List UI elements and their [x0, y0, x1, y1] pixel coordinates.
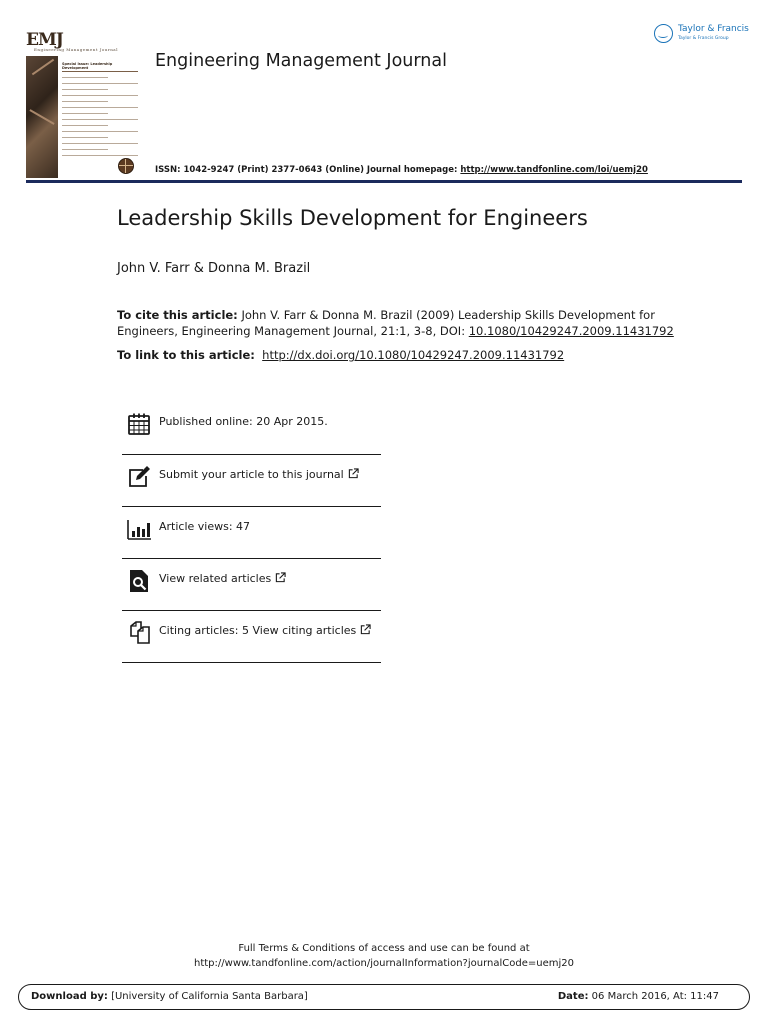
published-date: Published online: 20 Apr 2015. [159, 415, 328, 428]
download-by [31, 991, 308, 1002]
cover-photo [26, 56, 58, 178]
cover-logo [26, 30, 140, 54]
article-link-line [117, 348, 564, 362]
cover-logo-text: EMJ [26, 30, 63, 50]
article-views: Article views: 47 [159, 520, 251, 533]
issn-text: ISSN: 1042-9247 (Print) 2377-0643 (Online) Journal homepage: [155, 165, 461, 175]
search-document-icon [127, 569, 151, 593]
bar-chart-icon [127, 517, 151, 541]
terms-line-1: Full Terms & Conditions of access and use can be found at [238, 943, 530, 954]
related-articles-label: View related articles [159, 572, 272, 585]
external-link-icon [348, 468, 359, 479]
doi-link[interactable]: 10.1080/10429247.2009.11431792 [468, 324, 674, 338]
citing-row[interactable] [122, 611, 381, 663]
external-link-icon [360, 624, 371, 635]
cover-globe-icon [118, 158, 134, 174]
cover-special-issue: Special Issue: Leadership Development [62, 62, 138, 72]
edit-icon [127, 465, 151, 489]
link-label: To link to this article: [117, 348, 255, 362]
related-row[interactable] [122, 559, 381, 611]
article-url-link[interactable]: http://dx.doi.org/10.1080/10429247.2009.11431792 [262, 348, 565, 362]
terms-url[interactable]: http://www.tandfonline.com/action/journalInformation?journalCode=uemj20 [194, 958, 574, 969]
related-articles-link[interactable] [159, 572, 286, 585]
article-info-list [122, 402, 381, 663]
submit-row[interactable] [122, 455, 381, 507]
citing-documents-icon [127, 621, 151, 645]
journal-homepage-link[interactable]: http://www.tandfonline.com/loi/uemj20 [460, 165, 648, 175]
cite-text: John V. Farr & Donna M. Brazil (2009) Leadership Skills Development for Engineers, Engineering Management Journal, 21:1, 3-8, DOI: [117, 308, 655, 338]
header-divider [26, 180, 742, 183]
download-info-bar [18, 984, 750, 1010]
taylor-francis-icon [654, 24, 673, 43]
cover-contents [62, 62, 138, 156]
download-date-label: Date: [557, 991, 589, 1002]
external-link-icon [275, 572, 286, 583]
calendar-icon [127, 412, 151, 436]
publisher-name: Taylor & Francis [678, 24, 749, 34]
download-by-label: Download by: [31, 991, 108, 1002]
cite-label: To cite this article: [117, 308, 238, 322]
download-by-value: [University of California Santa Barbara] [107, 991, 308, 1002]
download-date-value: 06 March 2016, At: 11:47 [588, 991, 719, 1002]
article-title: Leadership Skills Development for Engineers [117, 206, 588, 230]
publisher-logo [654, 22, 754, 46]
download-date [558, 991, 719, 1002]
citing-articles-link[interactable] [159, 624, 371, 637]
article-authors: John V. Farr & Donna M. Brazil [117, 261, 311, 276]
cover-logo-subtitle: Engineering Management Journal [34, 47, 118, 52]
issn-line [155, 165, 648, 175]
journal-cover-image [26, 30, 140, 178]
citation [117, 307, 677, 339]
citing-articles-label: Citing articles: 5 View citing articles [159, 624, 357, 637]
submit-article-link[interactable] [159, 468, 359, 481]
views-row [122, 507, 381, 559]
submit-article-label: Submit your article to this journal [159, 468, 344, 481]
publisher-group: Taylor & Francis Group [678, 36, 729, 41]
terms-notice [0, 941, 768, 971]
journal-name: Engineering Management Journal [155, 51, 447, 71]
published-row [122, 402, 381, 455]
